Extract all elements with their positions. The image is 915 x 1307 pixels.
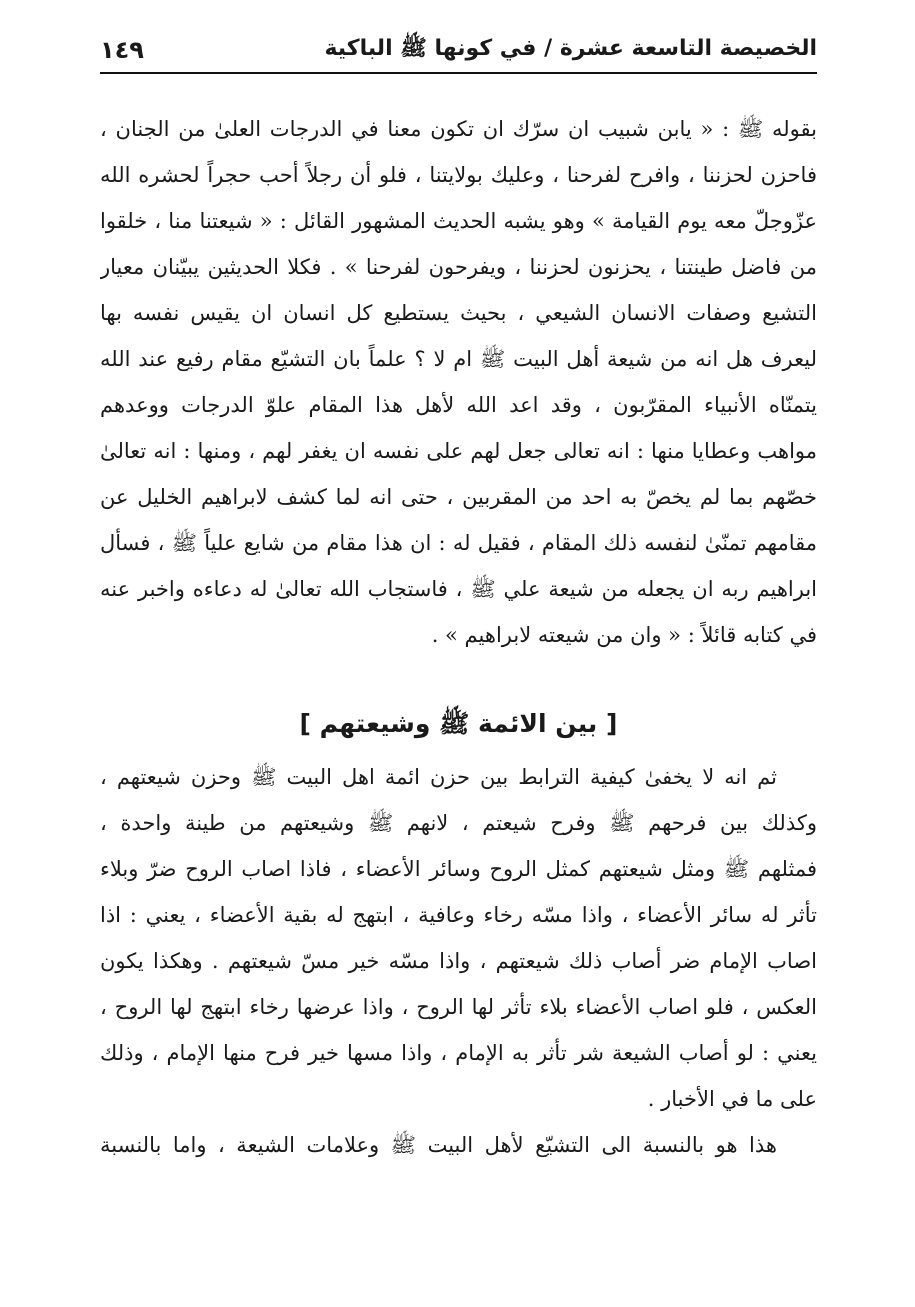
page-number: ١٤٩ [100, 36, 144, 64]
text-line: ابراهيم ربه ان يجعله من شيعة علي ﷺ ، فاستجاب الله تعالىٰ له دعاءه واخبر عنه [100, 577, 817, 601]
text-line: وكذلك بين فرحهم ﷺ وفرح شيعتم ، لانهم ﷺ وشيعتهم من طينة واحدة ، [100, 811, 817, 835]
text-line: تأثر له سائر الأعضاء ، واذا مسّه رخاء وعافية ، ابتهج له بقية الأعضاء ، يعني : اذا [100, 903, 817, 927]
text-line: ثم انه لا يخفىٰ كيفية الترابط بين حزن ائمة اهل البيت ﷺ وحزن شيعتهم ، [100, 765, 777, 789]
text-line: من فاضل طينتنا ، يحزنون لحزننا ، ويفرحون لفرحنا » . فكلا الحديثين يبيّنان معيار [100, 255, 817, 279]
section-heading: [ بين الائمة ﷺ وشيعتهم ] [299, 709, 618, 738]
body-text [100, 106, 817, 1168]
page-header [100, 28, 817, 74]
paragraph-1 [100, 106, 817, 658]
text-line: فاحزن لحزننا ، وافرح لفرحنا ، وعليك بولايتنا ، فلو أن رجلاً أحب حجراً لحشره الله [100, 163, 817, 187]
paragraph-3 [100, 1122, 817, 1168]
text-line: خصّهم بما لم يخصّ به احد من المقربين ، حتى انه لما كشف لابراهيم الخليل عن [100, 485, 817, 509]
text-line: في كتابه قائلاً : « وان من شيعته لابراهيم » . [431, 623, 817, 647]
text-line: على ما في الأخبار . [647, 1087, 817, 1111]
text-line: مقامهم تمنّىٰ لنفسه ذلك المقام ، فقيل له : ان هذا مقام من شايع علياً ﷺ ، فسأل [100, 531, 817, 555]
running-title: الخصيصة التاسعة عشرة / في كونها ﷺ الباكية [324, 36, 817, 61]
text-line: ليعرف هل انه من شيعة أهل البيت ﷺ ام لا ؟ علماً بان التشيّع مقام رفيع عند الله [100, 347, 817, 371]
text-line: يتمنّاه الأنبياء المقرّبون ، وقد اعد الله لأهل هذا المقام علوّ الدرجات ووعدهم [100, 393, 817, 417]
text-line: العكس ، فلو اصاب الأعضاء بلاء تأثر لها الروح ، واذا عرضها رخاء ابتهج لها الروح ، [100, 995, 817, 1019]
text-line: اصاب الإمام ضر أصاب ذلك شيعتهم ، واذا مسّه خير مسّ شيعتهم . وهكذا يكون [100, 949, 817, 973]
text-line: عزّوجلّ معه يوم القيامة » وهو يشبه الحديث المشهور القائل : « شيعتنا منا ، خلقوا [100, 209, 817, 233]
text-line: بقوله ﷺ : « يابن شبيب ان سرّك ان تكون معنا في الدرجات العلىٰ من الجنان ، [100, 117, 817, 141]
text-line: مواهب وعطايا منها : انه تعالى جعل لهم على نفسه ان يغفر لهم ، ومنها : انه تعالىٰ [100, 439, 817, 463]
text-line: يعني : لو أصاب الشيعة شر تأثر به الإمام ، واذا مسها خير فرح منها الإمام ، وذلك [100, 1041, 817, 1065]
text-line: التشيع وصفات الانسان الشيعي ، بحيث يستطيع كل انسان ان يقيس نفسه بها [100, 301, 817, 325]
text-line: فمثلهم ﷺ ومثل شيعتهم كمثل الروح وسائر الأعضاء ، فاذا اصاب الروح ضرّ وبلاء [100, 857, 817, 881]
text-line: هذا هو بالنسبة الى التشيّع لأهل البيت ﷺ وعلامات الشيعة ، واما بالنسبة [100, 1133, 777, 1157]
paragraph-2 [100, 754, 817, 1122]
